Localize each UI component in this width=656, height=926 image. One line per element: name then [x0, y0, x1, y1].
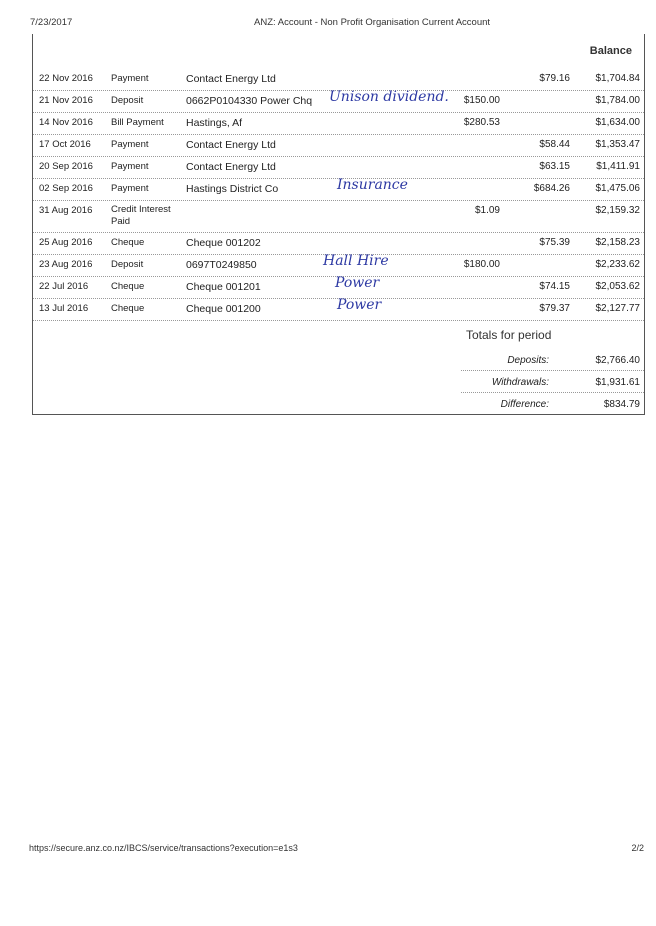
row-type: Payment	[111, 183, 149, 194]
table-row	[33, 178, 644, 201]
table-row	[33, 254, 644, 277]
row-description: Contact Energy Ltd	[186, 73, 276, 85]
row-deposit: $180.00	[463, 259, 500, 270]
row-balance: $2,233.62	[595, 259, 640, 270]
row-description: 0697T0249850	[186, 259, 257, 271]
row-withdrawal: $74.15	[539, 281, 570, 292]
totals-difference	[461, 394, 644, 414]
table-row	[33, 112, 644, 135]
row-withdrawal: $79.37	[539, 303, 570, 314]
row-type: Cheque	[111, 281, 145, 292]
row-withdrawal: $63.15	[539, 161, 570, 172]
handwritten-note: Power	[335, 275, 380, 291]
row-date: 14 Nov 2016	[39, 117, 93, 128]
row-balance: $1,353.47	[595, 139, 640, 150]
row-date: 22 Jul 2016	[39, 281, 89, 292]
totals-withdrawals-label: Withdrawals:	[491, 377, 549, 388]
row-type: Payment	[111, 139, 149, 150]
row-type: Deposit	[111, 259, 144, 270]
row-type: Bill Payment	[111, 117, 164, 128]
table-row	[33, 298, 644, 321]
row-deposit: $280.53	[463, 117, 500, 128]
row-type: Credit Interest Paid	[111, 204, 171, 227]
table-row	[33, 134, 644, 157]
row-type: Cheque	[111, 303, 145, 314]
row-balance: $2,158.23	[595, 237, 640, 248]
totals-withdrawals	[461, 372, 644, 393]
row-date: 22 Nov 2016	[39, 73, 93, 84]
footer-url: https://secure.anz.co.nz/IBCS/service/transactions?execution=e1s3	[29, 843, 298, 853]
row-description: Hastings, Af	[186, 117, 243, 129]
table-row	[33, 200, 644, 233]
table-row	[33, 232, 644, 255]
row-balance: $1,784.00	[595, 95, 640, 106]
transactions-table	[32, 34, 645, 415]
balance-column-header: Balance	[589, 45, 632, 57]
table-row	[33, 90, 644, 113]
row-date: 31 Aug 2016	[39, 205, 93, 216]
row-withdrawal: $75.39	[539, 237, 570, 248]
handwritten-note: Unison dividend.	[329, 89, 449, 105]
handwritten-note: Power	[337, 297, 382, 313]
footer-page-number: 2/2	[631, 843, 644, 853]
row-description: Cheque 001202	[186, 237, 261, 249]
row-date: 25 Aug 2016	[39, 237, 93, 248]
row-type: Deposit	[111, 95, 144, 106]
row-date: 13 Jul 2016	[39, 303, 89, 314]
row-type: Cheque	[111, 237, 145, 248]
row-description: Cheque 001200	[186, 303, 261, 315]
page-header-title: ANZ: Account - Non Profit Organisation Current Account	[254, 17, 491, 28]
row-balance: $1,634.00	[595, 117, 640, 128]
row-date: 20 Sep 2016	[39, 161, 93, 172]
totals-title: Totals for period	[466, 328, 552, 342]
totals-deposits	[461, 350, 644, 371]
page-header-date: 7/23/2017	[30, 17, 73, 28]
row-balance: $1,475.06	[595, 183, 640, 194]
row-withdrawal: $79.16	[539, 73, 570, 84]
table-row	[33, 276, 644, 299]
row-balance: $2,159.32	[595, 205, 640, 216]
row-date: 21 Nov 2016	[39, 95, 93, 106]
row-date: 23 Aug 2016	[39, 259, 93, 270]
table-row	[33, 68, 644, 91]
row-description: Contact Energy Ltd	[186, 161, 276, 173]
row-type: Payment	[111, 73, 149, 84]
row-date: 17 Oct 2016	[39, 139, 91, 150]
totals-difference-value: $834.79	[603, 399, 640, 410]
row-deposit: $1.09	[474, 205, 500, 216]
totals-difference-label: Difference:	[500, 399, 549, 410]
row-balance: $1,411.91	[596, 161, 640, 172]
row-withdrawal: $684.26	[533, 183, 570, 194]
row-balance: $2,053.62	[595, 281, 640, 292]
row-description: Hastings District Co	[186, 183, 279, 195]
totals-deposits-label: Deposits:	[507, 355, 549, 366]
handwritten-note: Hall Hire	[323, 253, 389, 269]
row-withdrawal: $58.44	[539, 139, 570, 150]
row-balance: $2,127.77	[595, 303, 640, 314]
row-deposit: $150.00	[463, 95, 500, 106]
handwritten-note: Insurance	[337, 177, 408, 193]
row-type: Payment	[111, 161, 149, 172]
row-date: 02 Sep 2016	[39, 183, 93, 194]
totals-deposits-value: $2,766.40	[595, 355, 640, 366]
totals-withdrawals-value: $1,931.61	[595, 377, 640, 388]
row-description: 0662P0104330 Power Chq	[186, 95, 313, 107]
table-row	[33, 156, 644, 179]
row-balance: $1,704.84	[595, 73, 640, 84]
row-description: Contact Energy Ltd	[186, 139, 276, 151]
row-description: Cheque 001201	[186, 281, 261, 293]
